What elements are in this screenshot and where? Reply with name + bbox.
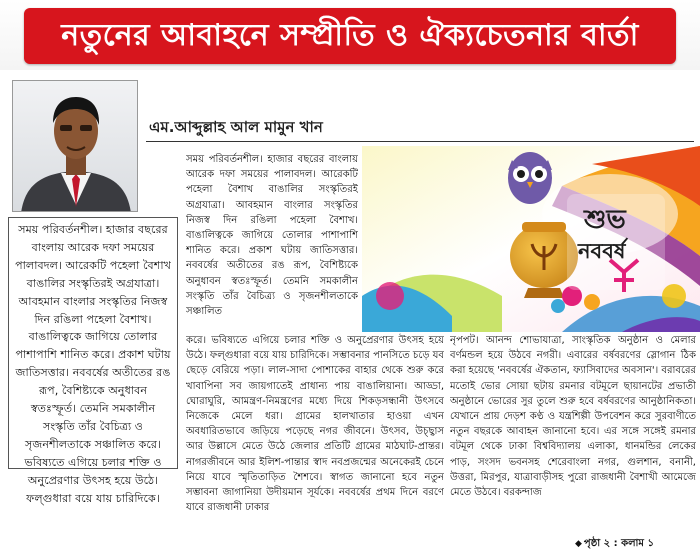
author-portrait-image: [13, 81, 138, 212]
art-greeting-line2: নববর্ষ: [578, 239, 626, 263]
author-photo: [12, 80, 138, 212]
middle-column: [186, 152, 358, 334]
new-year-illustration: [362, 146, 700, 332]
middle-column-text: সময় পরিবর্তনশীল। হাজার বছরের বাংলায় আরেক দফা সময়ের পালাবদল। আরেকটি পহেলা বৈশাখ বাঙালির সংস্কৃতিরই অগ্রযাত্রা। আবহমান বাংলার সংস্কৃতির নিজস্ব দিন রঙিলা পহেলা বৈশাখ। বাঙালিত্বকে জাগিয়ে তোলার পাশাপাশি শানিত করে। প্রকাশ ঘটায় জাতিসত্তার। নববর্ষের অতীতের রঙ রূপ, বৈশিষ্ট্যকে অনুধাবন স্বতঃস্ফূর্ত। তেমনি সমকালীন সংস্কৃতি তাঁর বৈচিত্র্য ও সৃজনশীলতাকে সঞ্চালিত: [186, 154, 358, 318]
bottom-column-text: করে। ভবিষ্যতে এগিয়ে চলার শক্তি ও অনুপ্রেরণার উৎসহ হয়ে উঠে। ফল্গুধারা বয়ে যায় চারিদিকে। সম্ভাবনার পানসিতে চড়ে যব ছেড়ে বেরিয়ে পড়া। লাল-সাদা পোশাকের বাহার থেকে শুরু করে খাবাপিনা সব জায়গাতেই প্রাধান্য পায় বাঙালিয়ানা। আড্ডা, ঘোরাঘুরি, আমন্ত্রণ-নিমন্ত্রণের মধ্যে দিয়ে শিকড়সন্ধানী উৎসবে নিজেকে মেলে ধরা। গ্রামের হালখাতার হাওয়া এখন অবধারিতভাবে জড়িয়ে পড়েছে নগর জীবনে। উৎসব, উচ্ছ্বাস আর উল্লাসে মেতে উঠে জেলার প্রতিটি গ্রামের মাঠঘাট-প্রান্তর। নাগরজীবনে আর ইলিশ-পান্তার স্বাদ নবপ্রজন্মের অনেকেরই চেনে নিয়ে যাবে স্মৃতিতাড়িত শৈশবে। স্বাগত জানানো হবে নতুন সম্ভাবনা জাগানিয়া উদীয়মান সূর্যকে। নববর্ষের প্রথম দিনে বরণে যাবে রাজধানী ঢাকার: [186, 335, 444, 514]
left-column: [8, 217, 178, 505]
diamond-icon: ◆: [575, 539, 582, 549]
right-column: [450, 333, 696, 533]
headline-bar: [0, 0, 700, 70]
headline: নতুনের আবাহনে সম্প্রীতি ও ঐক্যচেতনার বার্তা: [61, 17, 639, 53]
byline: [146, 112, 694, 142]
illustration-graphic: [362, 146, 700, 332]
headline-box: [24, 8, 676, 64]
author-name: এম.আব্দুল্লাহ আল মামুন খান: [149, 118, 323, 136]
right-column-text: নৃপপট। আনন্দ শোভাযাত্রা, সাংস্কৃতিক অনুষ্ঠান ও মেলার বর্ণমন্ডল হয়ে উঠবে নগরী। এবারের বর্ষবরণের স্লোগান ঠিক করা হয়েছে 'নববর্ষের ঐকতান, ফ্যাসিবাদের অবসান'। বরাবরের মতোই ভোর সোয়া ছটায় রমনার বটমূলে ছায়ানটের প্রভাতী অনুষ্ঠানে ভোরের সুর তুলে শুরু হবে বর্ষবরণের আনুষ্ঠানিকতা। যেখানে প্রায় দেড়শ কণ্ঠ ও যন্ত্রশিল্পী উপবেশন করে সুরবাণীতে নতুন বছরকে আবাহন জানানো হবে। এর সঙ্গে সঙ্গেই রমনার বটমূল থেকে ঢাকা বিশ্ববিদ্যালয় এলাকা, ধানমন্ডির লেকের পাড়, সংসদ ভবনসহ শেরেবাংলা নগর, গুলশান, বনানী, উত্তরা, মিরপুর, যাত্রাবাড়ীসহ পুরো রাজধানী বৈশাখী আমেজে মেতে উঠবে। বরকন্দাজ: [450, 335, 696, 499]
left-column-text: সময় পরিবর্তনশীল। হাজার বছরের বাংলায় আরেক দফা সময়ের পালাবদল। আরেকটি পহেলা বৈশাখ বাঙালির সংস্কৃতিরই অগ্রযাত্রা। আবহমান বাংলার সংস্কৃতির নিজস্ব দিন রঙিলা পহেলা বৈশাখ। বাঙালিত্বকে জাগিয়ে তোলার পাশাপাশি শানিত করে। প্রকাশ ঘটায় জাতিসত্তার। নববর্ষের অতীতের রঙ রূপ, বৈশিষ্ট্যকে অনুধাবন স্বতঃস্ফূর্ত। তেমনি সমকালীন সংস্কৃতি তাঁর বৈচিত্র্য ও সৃজনশীলতাকে সঞ্চালিত করে। ভবিষ্যতে এগিয়ে চলার শক্তি ও অনুপ্রেরণার উৎসহ হয়ে উঠে। ফল্গুধারা বয়ে যায় চারিদিকে।: [15, 223, 171, 505]
continued-label: পৃষ্ঠা ২ : কলাম ১: [583, 538, 654, 549]
bottom-column: [186, 333, 444, 545]
continued-reference: [575, 536, 654, 551]
art-greeting-line1: শুভ: [584, 205, 626, 235]
